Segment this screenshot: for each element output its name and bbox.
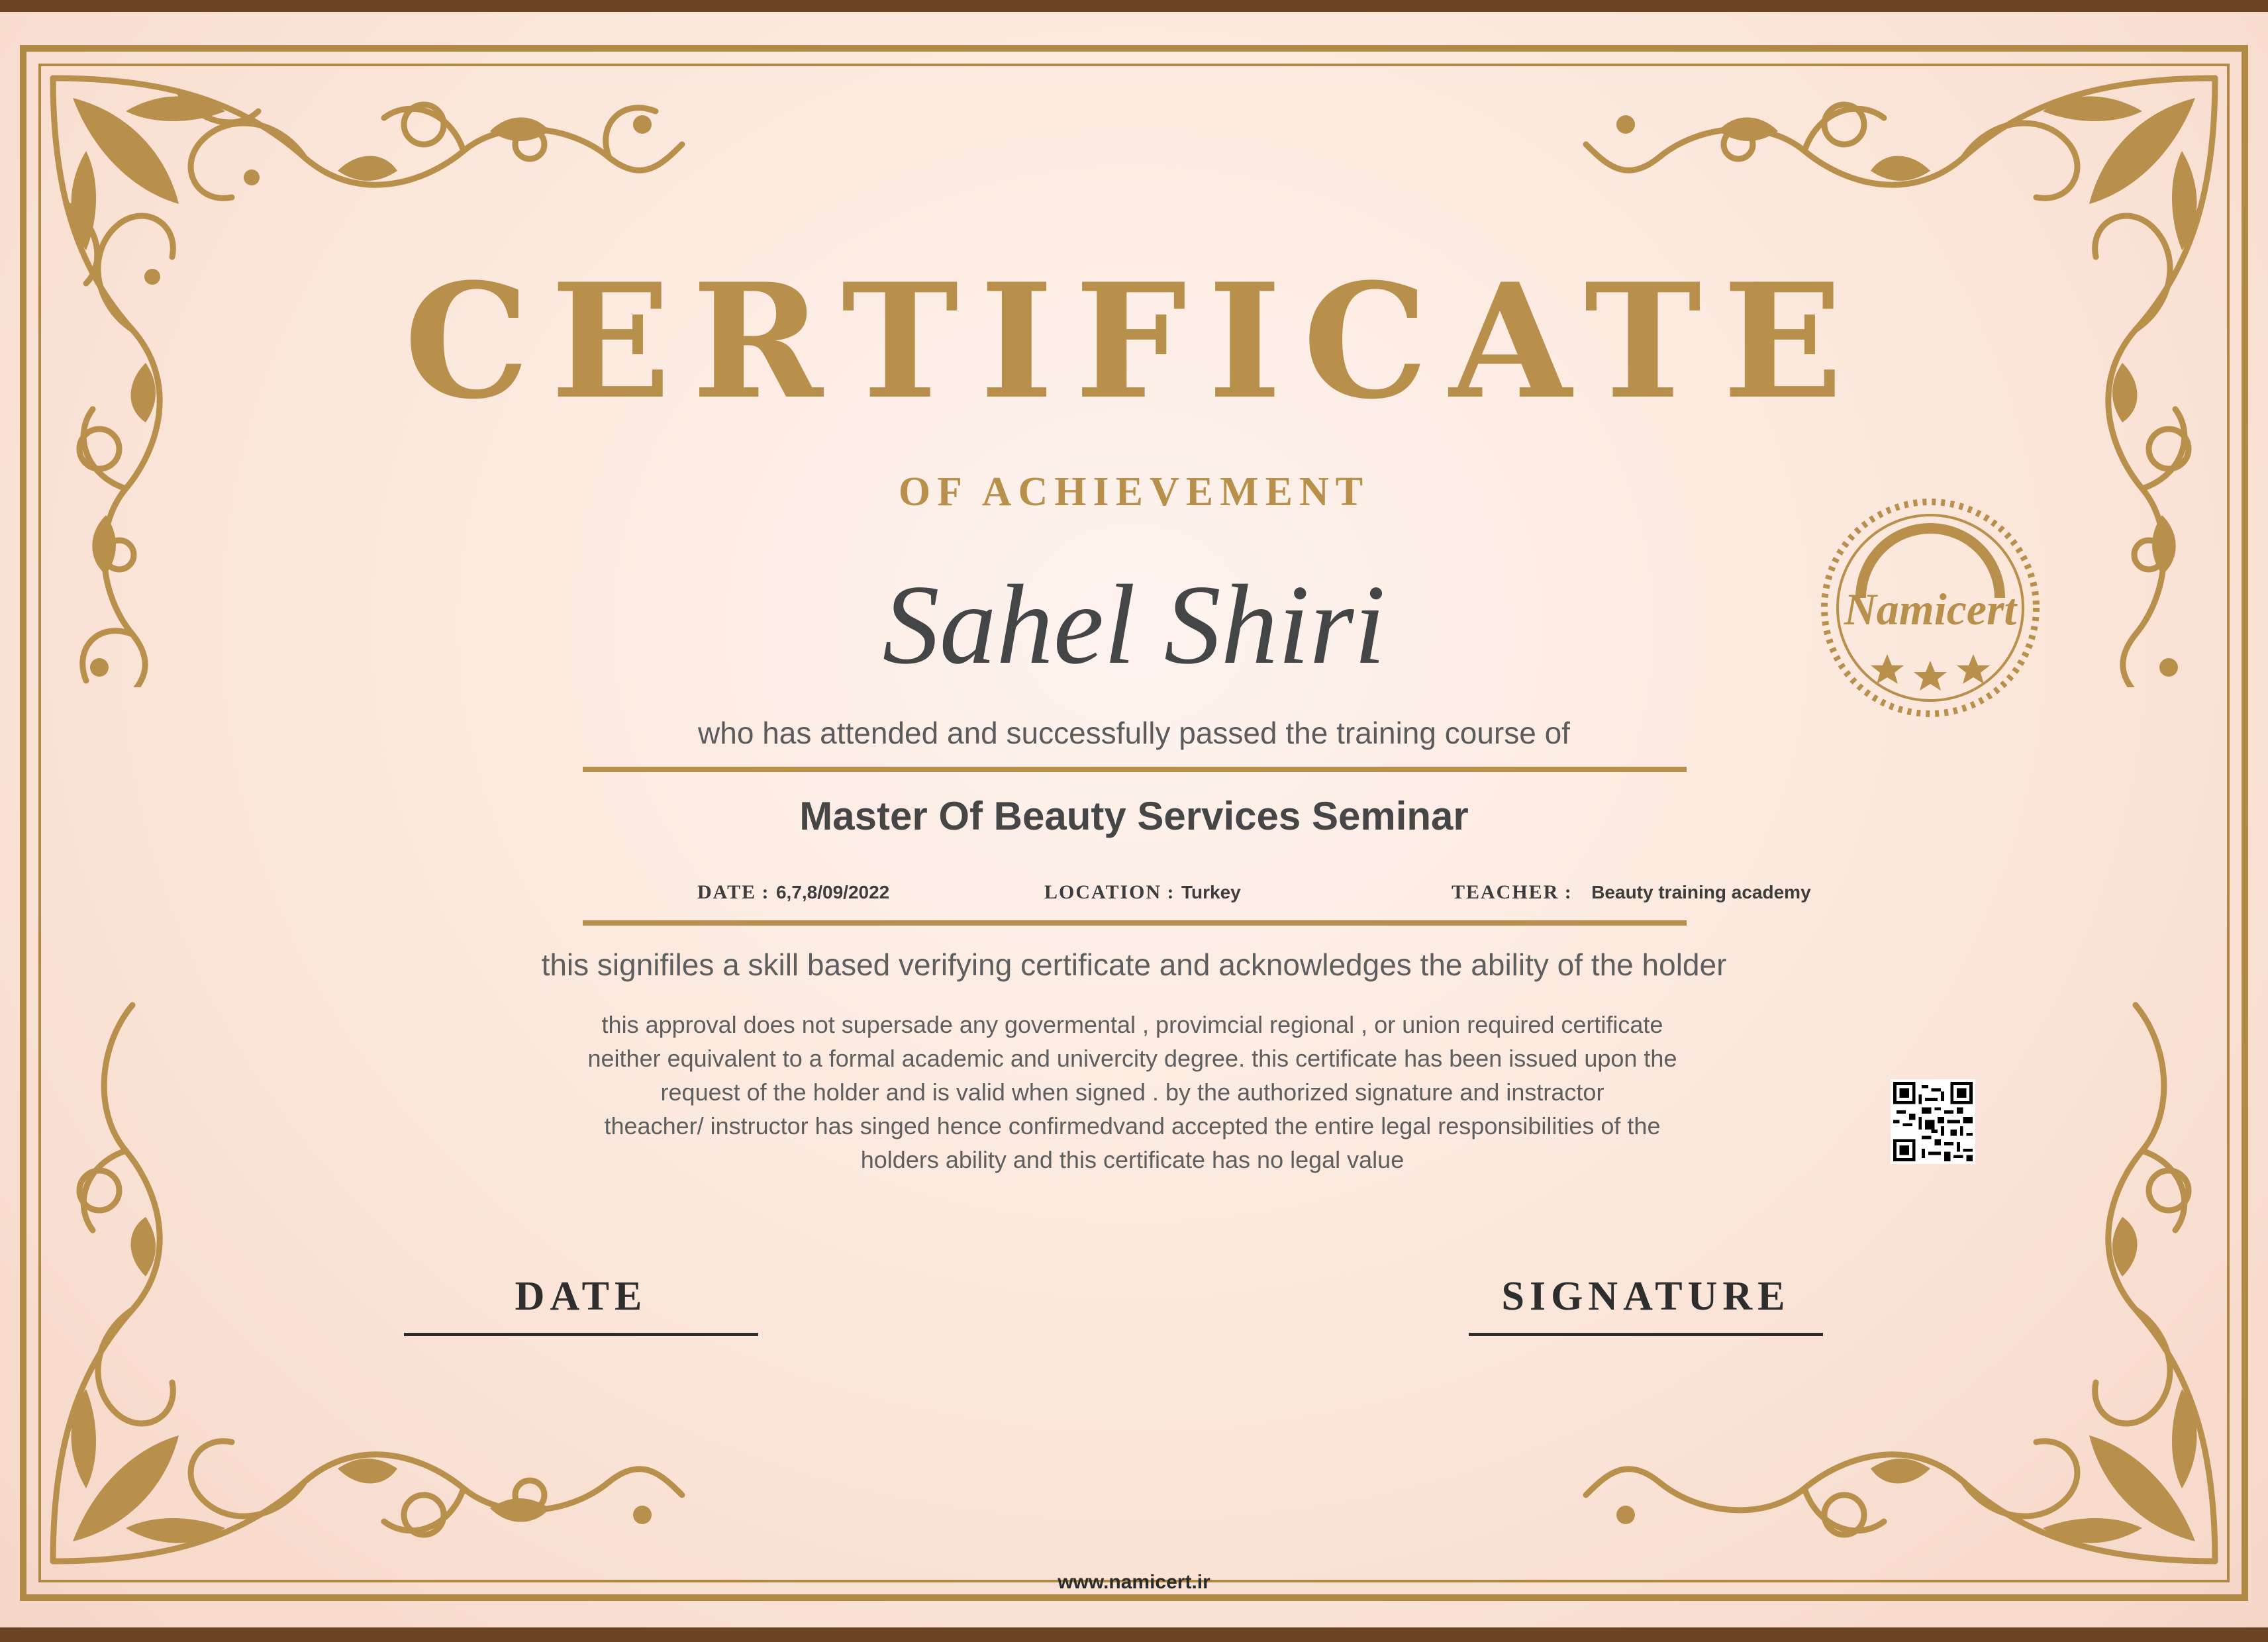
location-detail: LOCATION : Turkey xyxy=(1044,881,1241,903)
course-name: Master Of Beauty Services Seminar xyxy=(799,794,1469,838)
qr-code[interactable] xyxy=(1891,1079,1975,1164)
location-detail-label: LOCATION xyxy=(1044,881,1162,903)
course-top-divider xyxy=(583,767,1687,772)
disclaimer-line: request of the holder and is valid when signed . by the authorized signature and instractor xyxy=(660,1079,1604,1106)
seal-text: Namicert xyxy=(1844,584,2017,634)
namicert-seal xyxy=(1814,492,2046,724)
certificate-title: CERTIFICATE xyxy=(404,250,1864,434)
recipient-name: Sahel Shiri xyxy=(882,562,1386,688)
disclaimer-line: theacher/ instructor has singed hence confirmedvand accepted the entire legal responsibilities of the xyxy=(604,1112,1661,1139)
signature-label: SIGNATURE xyxy=(1501,1274,1791,1319)
date-detail-label: DATE xyxy=(697,881,757,903)
intro-line: who has attended and successfully passed the training course of xyxy=(698,716,1570,750)
disclaimer-line: this approval does not supersade any govermental , provimcial regional , or union required certificate xyxy=(601,1011,1663,1038)
disclaimer-line: neither equivalent to a formal academic and univercity degree. this certificate has been issued upon the xyxy=(587,1045,1677,1072)
course-bottom-divider xyxy=(583,920,1687,926)
signature-line xyxy=(1469,1333,1823,1336)
date-detail-value: 6,7,8/09/2022 xyxy=(775,882,890,902)
certificate-page xyxy=(0,12,2268,1627)
teacher-detail-label: TEACHER xyxy=(1452,881,1559,903)
date-detail: DATE : 6,7,8/09/2022 xyxy=(697,881,890,903)
certificate-subtitle: OF ACHIEVEMENT xyxy=(898,469,1370,514)
disclaimer-paragraph xyxy=(517,1008,1748,1177)
lead-statement: this signifiles a skill based verifying certificate and acknowledges the ability of the holder xyxy=(541,947,1727,982)
date-signature-label: DATE xyxy=(515,1274,648,1319)
location-detail-value: Turkey xyxy=(1181,882,1241,902)
disclaimer-line: holders ability and this certificate has no legal value xyxy=(860,1146,1405,1173)
teacher-detail: TEACHER : Beauty training academy xyxy=(1452,881,1811,903)
website-link[interactable]: www.namicert.ir xyxy=(1058,1571,1210,1593)
date-signature-line xyxy=(404,1333,758,1336)
teacher-detail-value: Beauty training academy xyxy=(1591,882,1811,902)
